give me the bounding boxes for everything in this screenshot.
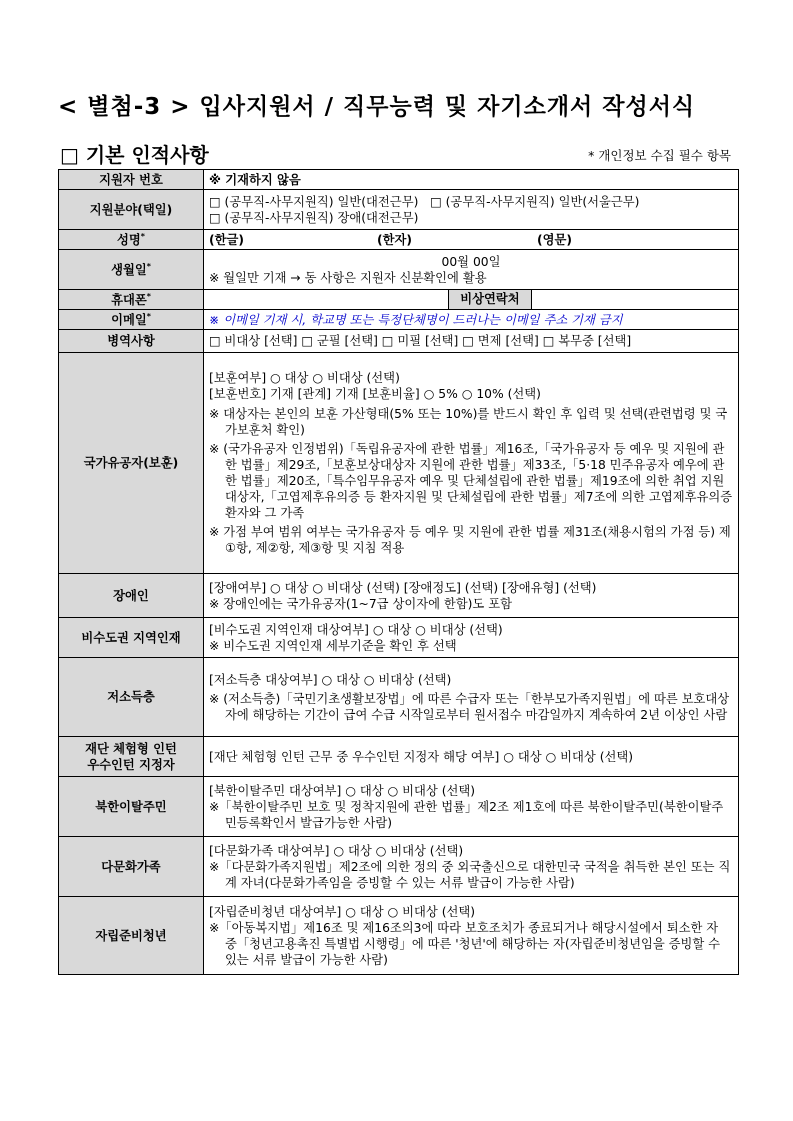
label-field: 지원분야(택일) — [59, 190, 204, 230]
applicant-no-value: ※ 기재하지 않음 — [204, 170, 739, 190]
label-youth: 자립준비청년 — [59, 897, 204, 975]
row-email — [59, 310, 739, 330]
name-english-field[interactable]: (영문) — [537, 232, 572, 247]
disabled-note: ※ 장애인에는 국가유공자(1~7급 상이자에 한함)도 포함 — [209, 596, 512, 611]
label-applicant-no: 지원자 번호 — [59, 170, 204, 190]
regional-note: ※ 비수도권 지역인재 세부기준을 확인 후 선택 — [209, 638, 457, 653]
row-disabled — [59, 574, 739, 618]
row-youth — [59, 897, 739, 975]
row-low-income — [59, 658, 739, 737]
low-income-status[interactable]: [저소득층 대상여부] ○ 대상 ○ 비대상 (선택) — [209, 672, 452, 687]
multicultural-note: ※「다문화가족지원법」제2조에 의한 정의 중 외국출신으로 대한민국 국적을 취득한 본인 또는 직계 자녀(다문화가족임을 증빙할 수 있는 서류 발급이 가능한 사람) — [209, 859, 731, 890]
row-multicultural — [59, 837, 739, 897]
label-veteran: 국가유공자(보훈) — [59, 353, 204, 574]
label-regional: 비수도권 지역인재 — [59, 618, 204, 658]
label-phone: 휴대폰* — [59, 290, 204, 310]
row-birth — [59, 250, 739, 290]
row-intern — [59, 737, 739, 777]
row-name — [59, 230, 739, 250]
row-veteran — [59, 353, 739, 574]
page-title: < 별첨-3 > 입사지원서 / 직무능력 및 자기소개서 작성서식 — [58, 94, 696, 120]
youth-status[interactable]: [자립준비청년 대상여부] ○ 대상 ○ 비대상 (선택) — [209, 904, 476, 919]
section-note: * 개인정보 수집 필수 항목 — [588, 148, 731, 163]
intern-status[interactable]: [재단 체험형 인턴 근무 중 우수인턴 지정자 해당 여부] ○ 대상 ○ 비대상 (선택) — [209, 749, 634, 764]
low-income-note: ※ (저소득층)「국민기초생활보장법」에 따른 수급자 또는「한부모가족지원법」에 따른 보호대상자에 해당하는 기간이 급여 수급 시작일로부터 원서접수 마감일까지 계속하여 2년 이상인 사람 — [209, 691, 730, 722]
birth-value[interactable]: 00월 00일 — [441, 254, 501, 269]
veteran-status[interactable]: [보훈여부] ○ 대상 ○ 비대상 (선택) — [209, 371, 400, 385]
field-option-disabled[interactable]: □ (공무직-사무지원직) 장애(대전근무) — [209, 210, 419, 225]
veteran-number[interactable]: [보훈번호] 기재 [관계] 기재 [보훈비율] ○ 5% ○ 10% (선택) — [209, 387, 541, 401]
row-defector — [59, 777, 739, 837]
label-multicultural: 다문화가족 — [59, 837, 204, 897]
veteran-note-ratio: ※ 대상자는 본인의 보훈 가산형태(5% 또는 10%)를 반드시 확인 후 입력 및 선택(관련법령 및 국가보훈처 확인) — [209, 407, 728, 437]
veteran-note-scope: ※ (국가유공자 인정범위)「독립유공자에 관한 법률」제16조,「국가유공자 등 예우 및 지원에 관한 법률」제29조,「보훈보상대상자 지원에 관한 법률」제33조,「5·18 민주유공자 예우에 관한 법률」제20조,「특수임무유공자 예우 및 단체설립에 관한 법률」제19조에 의한 취업 지원대상자,「고엽제후유의증 등 환자지원 및 단체설립에 관한 법률」제7조에 의한 고엽제후유의증 환자와 그 가족 — [209, 442, 733, 520]
defector-note: ※「북한이탈주민 보호 및 정착지원에 관한 법률」제2조 제1호에 따른 북한이탈주민(북한이탈주민등록확인서 발급가능한 사람) — [209, 799, 724, 830]
birth-note: ※ 월일만 기재 → 동 사항은 지원자 신분확인에 활용 — [209, 270, 487, 285]
disabled-status[interactable]: [장애여부] ○ 대상 ○ 비대상 (선택) [장애정도] (선택) [장애유형] (선택) — [209, 580, 597, 595]
label-birth: 생월일* — [59, 250, 204, 290]
veteran-note-points: ※ 가점 부여 범위 여부는 국가유공자 등 예우 및 지원에 관한 법률 제31조(채용시험의 가점 등) 제①항, 제②항, 제③항 및 지침 적용 — [209, 525, 731, 555]
row-military — [59, 330, 739, 353]
label-defector: 북한이탈주민 — [59, 777, 204, 837]
regional-status[interactable]: [비수도권 지역인재 대상여부] ○ 대상 ○ 비대상 (선택) — [209, 622, 503, 637]
name-hanja-field[interactable]: (한자) — [377, 232, 412, 247]
label-emergency: 비상연락처 — [449, 290, 532, 309]
label-low-income: 저소득층 — [59, 658, 204, 737]
row-applicant-no — [59, 170, 739, 190]
row-field — [59, 190, 739, 230]
label-military: 병역사항 — [59, 330, 204, 353]
emergency-contact-field[interactable] — [532, 290, 738, 309]
youth-note: ※「아동복지법」제16조 및 제16조의3에 따라 보호조치가 종료되거나 해당시설에서 퇴소한 자 중「청년고용촉진 특별법 시행령」에 따른 '청년'에 해당하는 자(자립준비청년임을 증빙할 수 있는 서류 발급이 가능한 사람) — [209, 920, 721, 967]
email-note[interactable]: ※ 이메일 기재 시, 학교명 또는 특정단체명이 드러나는 이메일 주소 기재 금지 — [209, 312, 623, 327]
name-korean-field[interactable]: (한글) — [209, 232, 244, 247]
section-title: □ 기본 인적사항 — [60, 143, 209, 167]
multicultural-status[interactable]: [다문화가족 대상여부] ○ 대상 ○ 비대상 (선택) — [209, 843, 464, 858]
label-name: 성명* — [59, 230, 204, 250]
phone-field[interactable] — [204, 290, 449, 309]
row-phone — [59, 290, 739, 310]
basic-info-table — [58, 169, 739, 975]
label-intern: 재단 체험형 인턴 우수인턴 지정자 — [59, 737, 204, 777]
row-regional — [59, 618, 739, 658]
field-option-seoul[interactable]: □ (공무직-사무지원직) 일반(서울근무) — [430, 194, 640, 209]
military-options[interactable]: □ 비대상 [선택] □ 군필 [선택] □ 미필 [선택] □ 면제 [선택] □ 복무중 [선택] — [209, 334, 632, 348]
defector-status[interactable]: [북한이탈주민 대상여부] ○ 대상 ○ 비대상 (선택) — [209, 783, 476, 798]
label-email: 이메일* — [59, 310, 204, 330]
field-option-daejeon[interactable]: □ (공무직-사무지원직) 일반(대전근무) — [209, 194, 419, 209]
label-disabled: 장애인 — [59, 574, 204, 618]
